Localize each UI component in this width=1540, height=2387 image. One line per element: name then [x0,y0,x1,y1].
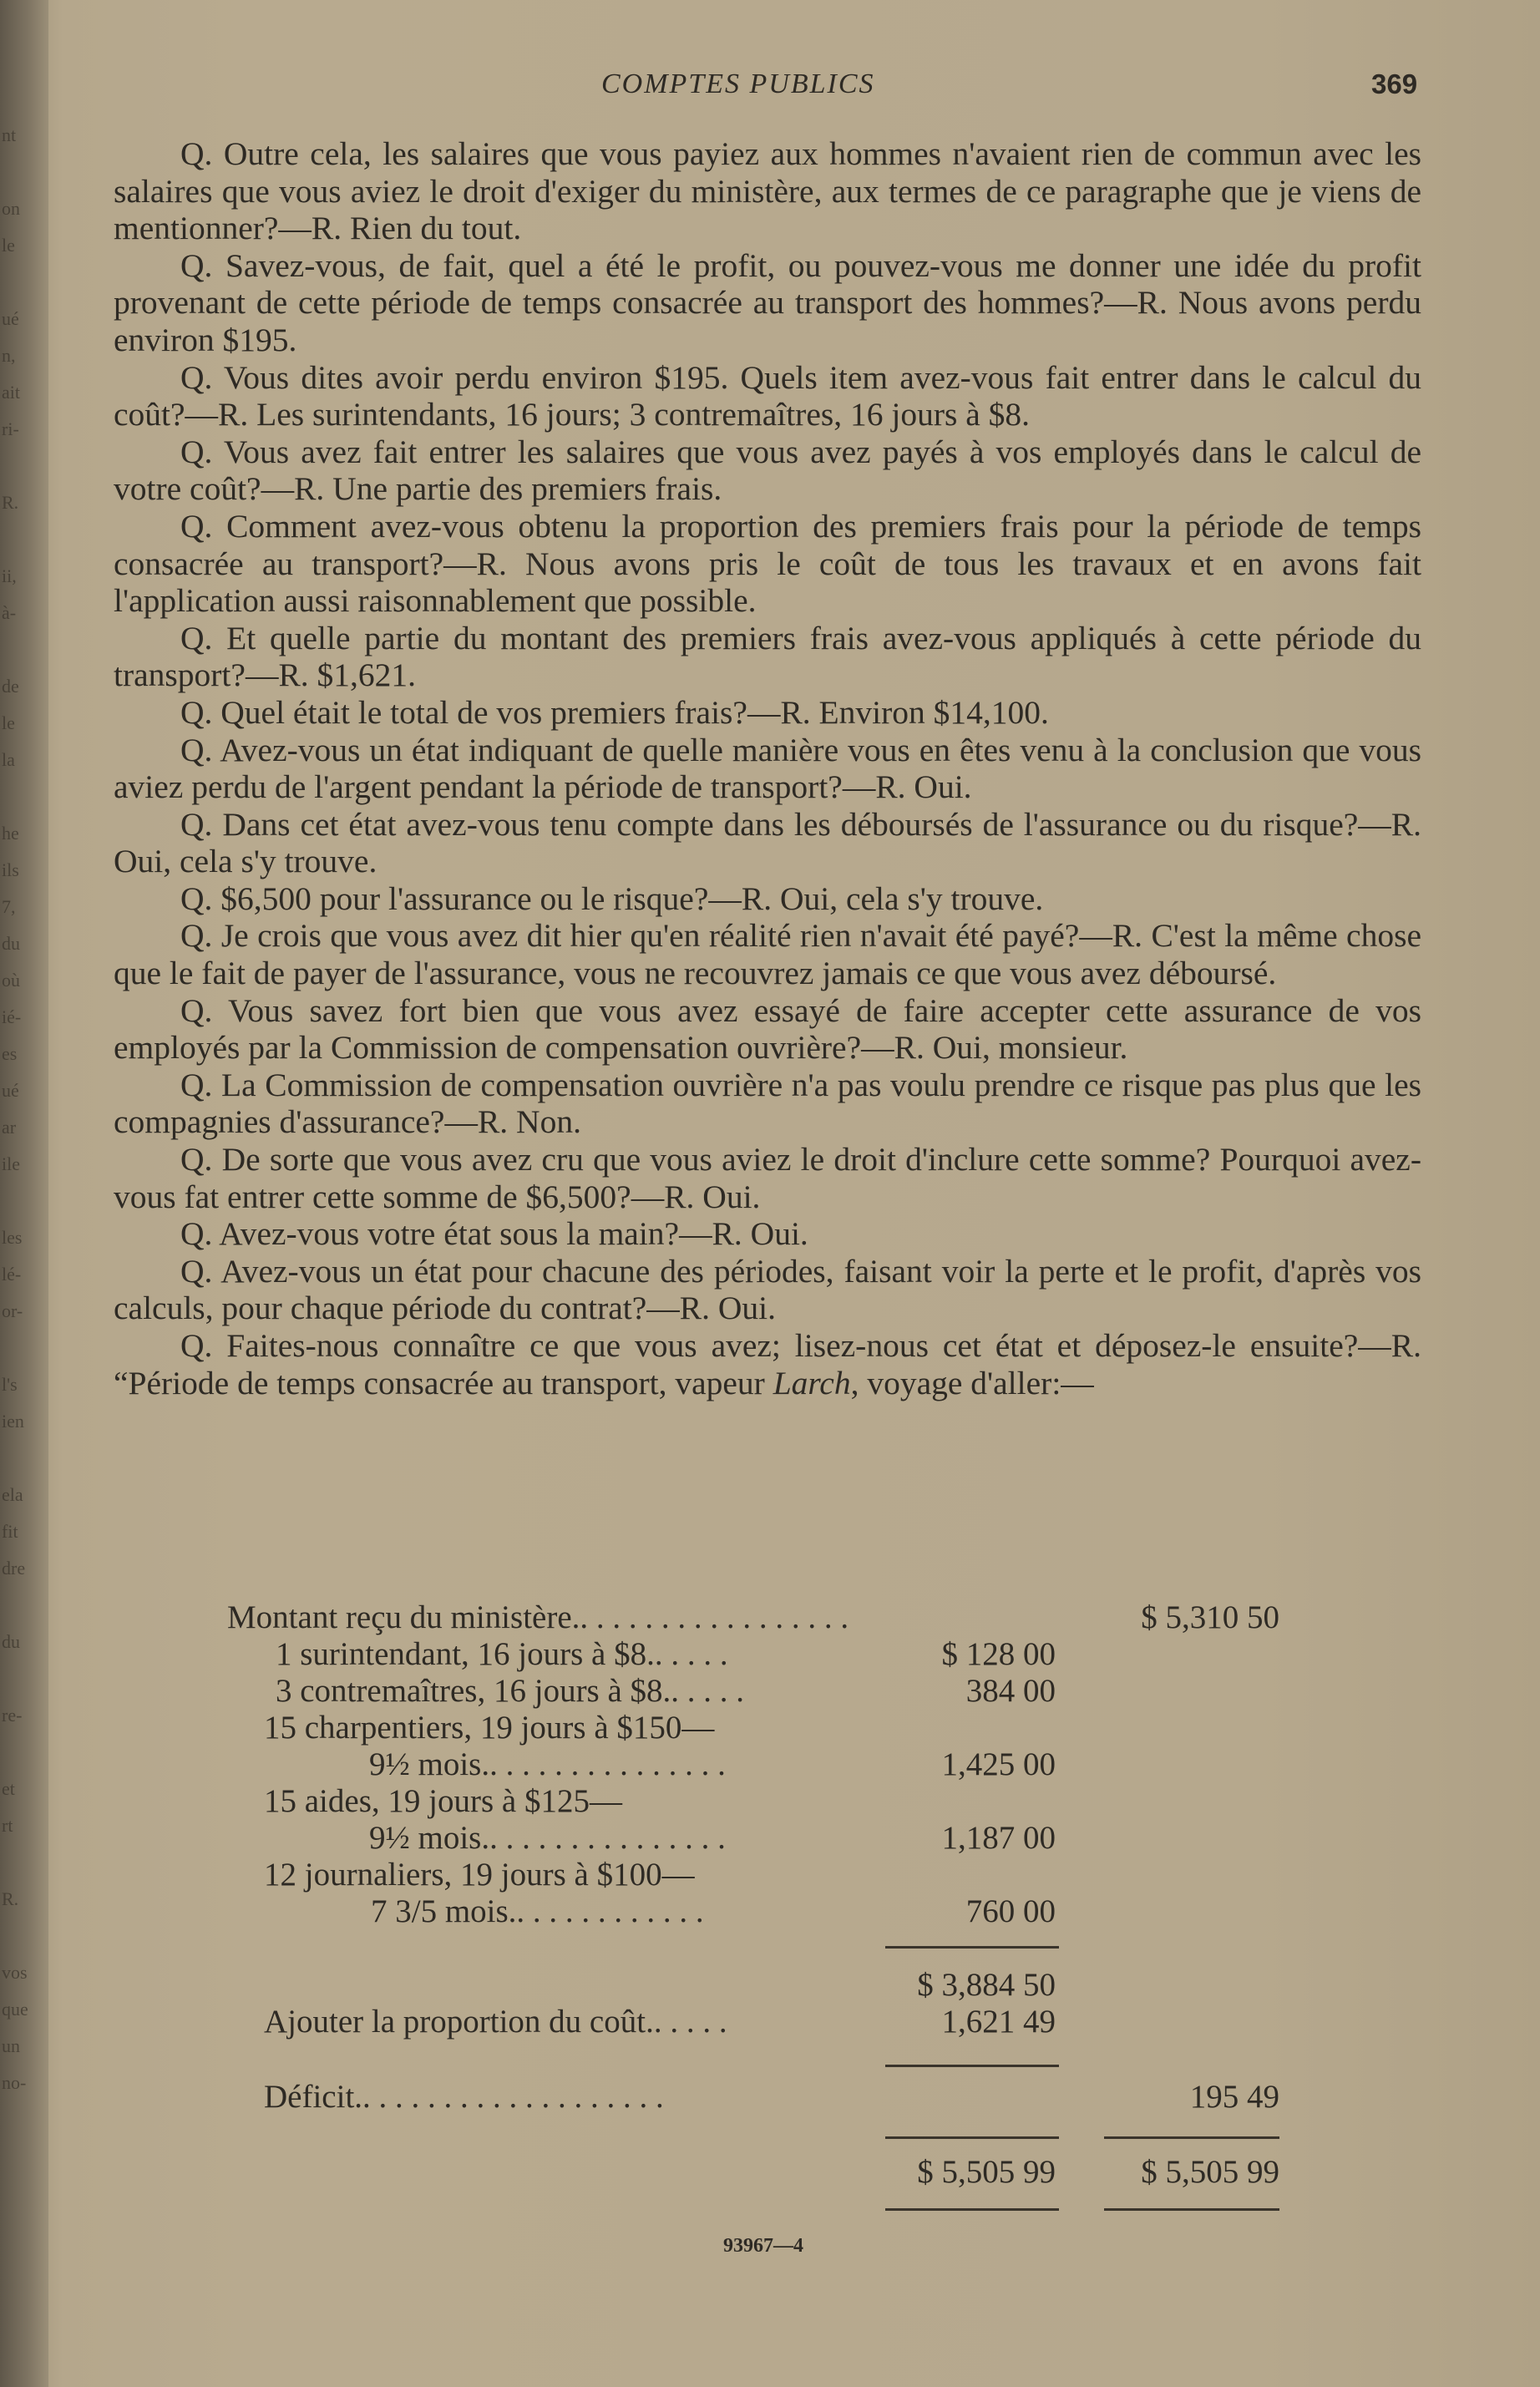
edge-fragment: le [2,235,15,256]
item-label: 3 contremaîtres, 16 jours à $8.. . . . . [276,1673,745,1709]
running-head: COMPTES PUBLICS [601,68,875,99]
edge-fragment [2,1844,35,1881]
paragraph: Q. Et quelle partie du montant des premiers frais avez-vous appliqués à cette période du transport?—R. $1,621. [114,619,1421,694]
edge-fragment: n, [2,345,16,366]
edge-fragment [2,1440,35,1477]
vessel-name: Larch [773,1364,851,1401]
paragraph: Q. La Commission de compensation ouvrière n'a pas voulu prendre ce risque pas plus que les compagnies d'assurance?—R. Non. [114,1066,1421,1141]
edge-fragment: que [2,1999,28,2020]
edge-fragment: 7, [2,896,16,917]
received-label: Montant reçu du ministère.. . . . . . . . . . . . . . . . . [227,1599,849,1635]
item-amount: 1,187 00 [941,1820,1056,1856]
item-label: 15 aides, 19 jours à $125— [264,1783,622,1819]
edge-fragment: or- [2,1300,23,1321]
item-amount: 1,425 00 [941,1746,1056,1782]
total-left: $ 5,505 99 [917,2154,1056,2190]
edge-fragment: et [2,1778,15,1799]
edge-fragment: R. [2,492,19,513]
edge-fragment [2,1330,35,1366]
binding-edge [0,0,48,2387]
edge-fragment: re- [2,1705,23,1726]
statement-row-received [114,1599,1421,1635]
edge-fragment: R. [2,1888,19,1909]
edge-fragment [2,1660,35,1697]
edge-fragment: no- [2,2072,27,2093]
edge-fragment: ar [2,1117,17,1138]
adjacent-page-fragments [2,117,35,2101]
paragraph: Q. Avez-vous un état indiquant de quelle manière vous en êtes venu à la conclusion que vous aviez perdu de l'argent pendant la période de transport?—R. Oui. [114,731,1421,806]
statement-row [114,1672,1421,1709]
paragraph: Q. Vous avez fait entrer les salaires que vous avez payés à vos employés dans le calcul de votre coût?—R. Une partie des premiers frais. [114,433,1421,508]
statement-row-subtotal [114,1966,1421,2003]
statement-row [114,1635,1421,1672]
overhead-label: Ajouter la proportion du coût.. . . . . [264,2004,727,2040]
statement-row [114,1746,1421,1782]
deficit-amount: 195 49 [1189,2079,1279,2115]
statement-row [114,1819,1421,1856]
overhead-amount: 1,621 49 [941,2004,1056,2040]
edge-fragment [2,1587,35,1624]
edge-fragment [2,1918,35,1954]
edge-fragment: dre [2,1558,26,1579]
edge-fragment: le [2,712,15,733]
edge-fragment [2,1734,35,1771]
subtotal-amount: $ 3,884 50 [917,1967,1056,2003]
edge-fragment: où [2,970,20,991]
paragraph: Q. Outre cela, les salaires que vous payiez aux hommes n'avaient rien de commun avec les salaires que vous aviez le droit d'exiger du ministère, aux termes de ce paragraphe que je viens de mentionner?—R. Rien du tout. [114,135,1421,247]
statement-row [114,1709,1421,1746]
edge-fragment: à- [2,602,17,623]
edge-fragment: de [2,676,19,697]
total-rule-left [885,2136,1059,2139]
statement-row-overhead [114,2003,1421,2040]
paragraph: Q. Avez-vous un état pour chacune des périodes, faisant voir la perte et le profit, d'après vos calculs, pour chaque période du contrat?—R. Oui. [114,1252,1421,1327]
edge-fragment: ela [2,1484,23,1505]
edge-fragment: ils [2,859,19,880]
paragraph: Q. De sorte que vous avez cru que vous aviez le droit d'inclure cette somme? Pourquoi avez-vous fat entrer cette somme de $6,500?—R. Oui. [114,1141,1421,1215]
testimony-text [114,135,1421,1401]
edge-fragment: ait [2,382,20,403]
edge-fragment: du [2,1631,20,1652]
paragraph: Q. Vous savez fort bien que vous avez essayé de faire accepter cette assurance de vos employés par la Commission de compensation ouvrière?—R. Oui, monsieur. [114,991,1421,1067]
edge-fragment [2,154,35,190]
edge-fragment: ri- [2,418,19,439]
item-amount: 760 00 [965,1893,1056,1929]
edge-fragment: lé- [2,1264,22,1285]
total-right: $ 5,505 99 [1141,2154,1279,2190]
signature-code: 93967—4 [723,2235,803,2257]
edge-fragment [2,778,35,815]
statement-row [114,1782,1421,1819]
edge-fragment: ié- [2,1006,22,1027]
deficit-label: Déficit.. . . . . . . . . . . . . . . . . . . [264,2079,664,2115]
edge-fragment: on [2,198,20,219]
item-amount: $ 128 00 [941,1636,1056,1672]
page-number: 369 [1371,68,1418,99]
edge-fragment: ué [2,308,19,329]
edge-fragment [2,1183,35,1219]
edge-fragment [2,448,35,484]
edge-fragment [2,264,35,301]
edge-fragment: ien [2,1411,24,1432]
item-label: 15 charpentiers, 19 jours à $150— [264,1710,715,1746]
overhead-rule [885,2065,1059,2067]
paragraph: Q. Dans cet état avez-vous tenu compte dans les déboursés de l'assurance ou du risque?—R. Oui, cela s'y trouve. [114,805,1421,880]
paragraph: Q. Faites-nous connaître ce que vous avez; lisez-nous cet état et déposez-le ensuite?—R. “Période de temps consacrée au transport, vapeur Larch, voyage d'aller:— [114,1327,1421,1401]
item-amount: 384 00 [965,1673,1056,1709]
statement-row-totals [114,2153,1421,2190]
edge-fragment: fit [2,1521,18,1542]
statement-row [114,1893,1421,1929]
edge-fragment: rt [2,1815,13,1836]
edge-fragment: du [2,933,20,954]
edge-fragment: he [2,823,19,844]
statement-row-deficit [114,2078,1421,2115]
edge-fragment: l's [2,1374,18,1395]
paragraph: Q. Quel était le total de vos premiers frais?—R. Environ $14,100. [180,693,1049,731]
edge-fragment: ile [2,1153,20,1174]
received-amount: $ 5,310 50 [1141,1599,1279,1635]
edge-fragment: les [2,1227,23,1248]
item-label: 7 3/5 mois.. . . . . . . . . . . . [371,1893,704,1929]
item-label: 9½ mois.. . . . . . . . . . . . . . . [369,1746,726,1782]
paragraph: Q. Vous dites avoir perdu environ $195. Quels item avez-vous fait entrer dans le calcul du coût?—R. Les surintendants, 16 jours; 3 contremaîtres, 16 jours à $8. [114,358,1421,433]
double-rule-left [885,2208,1059,2211]
edge-fragment: nt [2,124,17,145]
item-label: 12 journaliers, 19 jours à $100— [264,1857,695,1893]
paragraph: Q. Savez-vous, de fait, quel a été le profit, ou pouvez-vous me donner une idée du profit provenant de cette période de temps consacrée au transport des hommes?—R. Nous avons perdu environ $195. [114,246,1421,358]
total-rule-right [1104,2136,1279,2139]
paragraph: Q. $6,500 pour l'assurance ou le risque?—R. Oui, cela s'y trouve. [180,879,1044,917]
edge-fragment: la [2,749,15,770]
double-rule-right [1104,2208,1279,2211]
edge-fragment: un [2,2035,20,2056]
statement-row [114,1856,1421,1893]
item-label: 9½ mois.. . . . . . . . . . . . . . . [369,1820,726,1856]
edge-fragment: es [2,1043,18,1064]
edge-fragment [2,631,35,668]
edge-fragment: ii, [2,565,17,586]
paragraph: Q. Avez-vous votre état sous la main?—R. Oui. [180,1215,808,1253]
paragraph: Q. Comment avez-vous obtenu la proportion des premiers frais pour la période de temps consacrée au transport?—R. Nous avons pris le coût de tous les travaux et en avons fait l'application aussi raisonnablement que possible. [114,507,1421,620]
item-label: 1 surintendant, 16 jours à $8.. . . . . [276,1636,728,1672]
edge-fragment [2,521,35,558]
edge-fragment: ué [2,1080,19,1101]
paragraph: Q. Je crois que vous avez dit hier qu'en réalité rien n'avait été payé?—R. C'est la même chose que le fait de payer de l'assurance, vous ne recouvrez jamais ce que vous avez déboursé. [114,917,1421,992]
subtotal-rule [885,1946,1059,1949]
edge-fragment: vos [2,1962,28,1983]
